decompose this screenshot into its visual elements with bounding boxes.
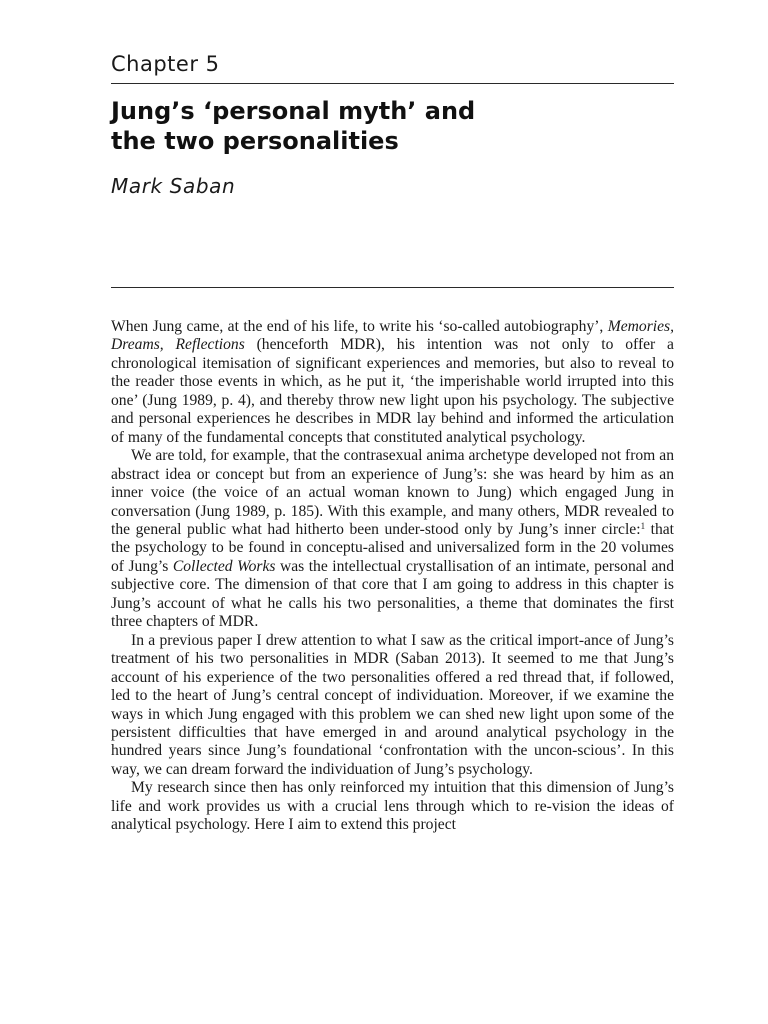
book-title-collected-works: Collected Works bbox=[172, 557, 276, 575]
paragraph-1-text-a: When Jung came, at the end of his life, to write his ‘so-called autobiography’, bbox=[111, 318, 604, 335]
paragraph-2-text-c: was the intellectual crystallisation of an intimate, personal and subjective core. The dimension of that core that I am going to address in this chapter is Jung’s account of what he calls his two personalities, a theme that dominates the first three chapters of MDR. bbox=[111, 557, 674, 631]
paragraph-4: My research since then has only reinforced my intuition that this dimension of Jung’s life and work provides us with a crucial lens through which to re-vision the ideas of analytical psychology. Here I aim to extend this project bbox=[111, 779, 674, 834]
paragraph-3: In a previous paper I drew attention to what I saw as the critical import-ance of Jung’s treatment of his two personalities in MDR (Saban 2013). It seemed to me that Jung’s account of his experience of the two personalities offered a red thread that, if followed, led to the heart of Jung’s central concept of individuation. Moreover, if we examine the ways in which Jung engaged with this problem we can shed new light upon some of the persistent difficulties that have emerged in and around analytical psychology in the hundred years since Jung’s foundational ‘confrontation with the uncon-scious’. In this way, we can dream forward the individuation of Jung’s psychology. bbox=[111, 631, 674, 778]
paragraph-1-text-b: (henceforth MDR), his intention was not only to offer a chronological itemisation of significant experiences and memories, but also to reveal to the reader those events in which, as he put it, ‘the imperishable world irrupted into this one’ (Jung 1989, p. 4), and thereby throw new light upon his psychology. The subjective and personal experiences he describes in MDR lay behind and informed the articulation of many of the fundamental concepts that constituted analytical psychology. bbox=[111, 336, 674, 446]
chapter-author: Mark Saban bbox=[111, 174, 236, 198]
section-rule bbox=[111, 287, 674, 288]
footnote-marker[interactable]: 1 bbox=[640, 520, 646, 531]
header-rule bbox=[111, 83, 674, 84]
paragraph-2 bbox=[111, 447, 674, 632]
book-title-mdr: Memories, Dreams, Reflections bbox=[111, 318, 675, 354]
chapter-title bbox=[111, 96, 674, 156]
chapter-title-line-1: Jung’s ‘personal myth’ and bbox=[111, 97, 476, 125]
paragraph-1 bbox=[111, 318, 674, 447]
paragraph-2-text-a: We are told, for example, that the contrasexual anima archetype developed not from an abstract idea or concept but from an experience of Jung’s: she was heard by him as an inner voice (the voice of an actual woman known to Jung) which engaged Jung in conversation (Jung 1989, p. 185). With this example, and many others, MDR revealed to the general public what had hitherto been under-stood only by Jung’s inner circle: bbox=[111, 447, 674, 538]
chapter-title-line-2: the two personalities bbox=[111, 127, 399, 155]
paragraph-2-text-b: that the psychology to be found in conceptu-alised and universalized form in the 20 volumes of Jung’s bbox=[111, 520, 674, 575]
chapter-number: Chapter 5 bbox=[111, 52, 220, 76]
chapter-body bbox=[111, 318, 674, 835]
